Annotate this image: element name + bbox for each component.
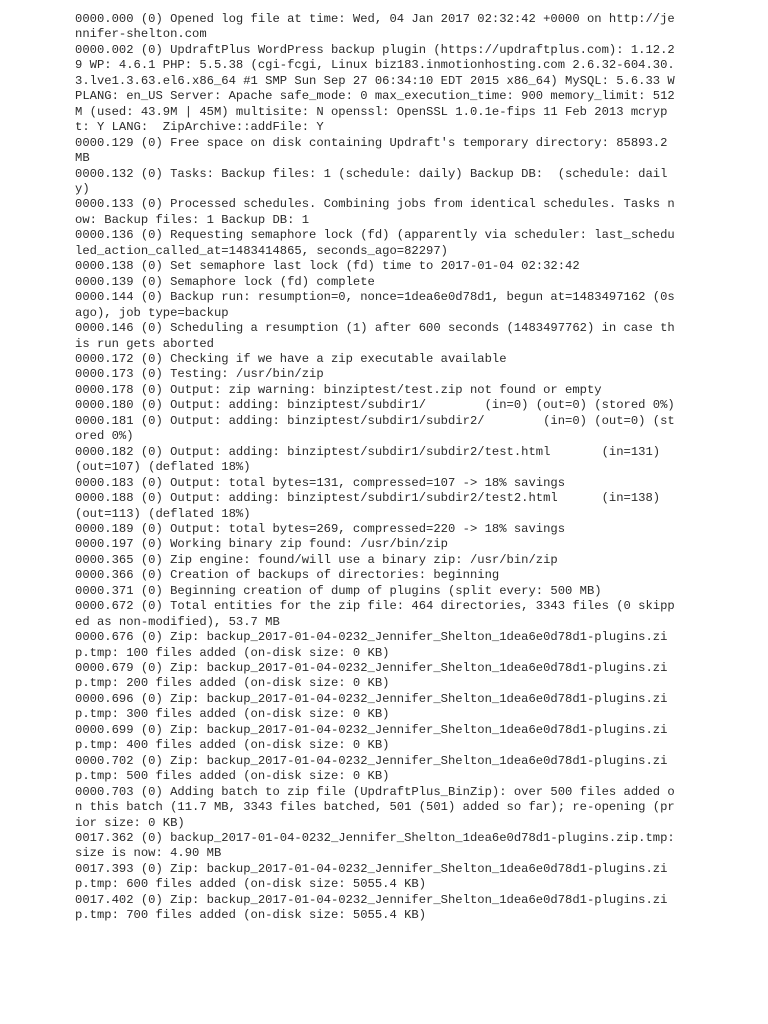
log-line: 0000.365 (0) Zip engine: found/will use a binary zip: /usr/bin/zip [75, 552, 558, 567]
log-line: 0000.188 (0) Output: adding: binziptest/subdir1/subdir2/test2.html (in=138) (out=113) (deflated 18%) [75, 491, 668, 521]
backup-log [75, 12, 683, 924]
log-line: 0000.139 (0) Semaphore lock (fd) complete [75, 274, 375, 289]
log-line: 0000.676 (0) Zip: backup_2017-01-04-0232_Jennifer_Shelton_1dea6e0d78d1-plugins.zip.tmp: 100 files added (on-disk size: 0 KB) [75, 630, 668, 660]
log-line: 0000.136 (0) Requesting semaphore lock (fd) (apparently via scheduler: last_scheduled_action_called_at=1483414865, seconds_ago=82297) [75, 228, 675, 258]
log-line: 0000.138 (0) Set semaphore last lock (fd) time to 2017-01-04 02:32:42 [75, 259, 580, 274]
log-line: 0017.362 (0) backup_2017-01-04-0232_Jennifer_Shelton_1dea6e0d78d1-plugins.zip.tmp: size is now: 4.90 MB [75, 831, 683, 861]
log-line: 0000.189 (0) Output: total bytes=269, compressed=220 -> 18% savings [75, 521, 566, 536]
log-line: 0000.173 (0) Testing: /usr/bin/zip [75, 367, 324, 382]
log-line: 0000.133 (0) Processed schedules. Combining jobs from identical schedules. Tasks now: Backup files: 1 Backup DB: 1 [75, 197, 675, 227]
log-line: 0000.172 (0) Checking if we have a zip executable available [75, 351, 507, 366]
log-line: 0000.180 (0) Output: adding: binziptest/subdir1/ (in=0) (out=0) (stored 0%) [75, 398, 675, 413]
log-line: 0000.146 (0) Scheduling a resumption (1) after 600 seconds (1483497762) in case this run gets aborted [75, 321, 675, 351]
log-line: 0000.002 (0) UpdraftPlus WordPress backup plugin (https://updraftplus.com): 1.12.29 WP: 4.6.1 PHP: 5.5.38 (cgi-fcgi, Linux biz183.inmotionhosting.com 2.6.32-604.30.3.lve1.3.63.el6.x86_64 #1 SMP Sun Sep 27 06:34:10 EDT 2015 x86_64) MySQL: 5.6.33 WPLANG: en_US Server: Apache safe_mode: 0 max_execution_time: 900 memory_limit: 512M (used: 43.9M | 45M) multisite: N openssl: OpenSSL 1.0.1e-fips 11 Feb 2013 mcrypt: Y LANG: ZipArchive::addFile: Y [75, 42, 675, 135]
log-line: 0000.672 (0) Total entities for the zip file: 464 directories, 3343 files (0 skipped as non-modified), 53.7 MB [75, 599, 675, 629]
log-line: 0000.197 (0) Working binary zip found: /usr/bin/zip [75, 537, 448, 552]
log-line: 0000.366 (0) Creation of backups of directories: beginning [75, 568, 500, 583]
log-line: 0000.132 (0) Tasks: Backup files: 1 (schedule: daily) Backup DB: (schedule: daily) [75, 166, 668, 196]
log-line: 0000.181 (0) Output: adding: binziptest/subdir1/subdir2/ (in=0) (out=0) (stored 0%) [75, 413, 675, 444]
log-line: 0000.702 (0) Zip: backup_2017-01-04-0232_Jennifer_Shelton_1dea6e0d78d1-plugins.zip.tmp: 500 files added (on-disk size: 0 KB) [75, 753, 668, 784]
log-line: 0000.696 (0) Zip: backup_2017-01-04-0232_Jennifer_Shelton_1dea6e0d78d1-plugins.zip.tmp: 300 files added (on-disk size: 0 KB) [75, 691, 668, 722]
log-line: 0000.679 (0) Zip: backup_2017-01-04-0232_Jennifer_Shelton_1dea6e0d78d1-plugins.zip.tmp: 200 files added (on-disk size: 0 KB) [75, 661, 668, 691]
log-line: 0017.402 (0) Zip: backup_2017-01-04-0232_Jennifer_Shelton_1dea6e0d78d1-plugins.zip.tmp: 700 files added (on-disk size: 5055.4 KB) [75, 892, 668, 923]
log-line: 0000.000 (0) Opened log file at time: Wed, 04 Jan 2017 02:32:42 +0000 on http://jennifer-shelton.com [75, 12, 675, 42]
log-line: 0000.371 (0) Beginning creation of dump of plugins (split every: 500 MB) [75, 583, 602, 598]
log-line: 0017.393 (0) Zip: backup_2017-01-04-0232_Jennifer_Shelton_1dea6e0d78d1-plugins.zip.tmp: 600 files added (on-disk size: 5055.4 KB) [75, 861, 668, 892]
log-line: 0000.144 (0) Backup run: resumption=0, nonce=1dea6e0d78d1, begun at=1483497162 (0s ago), job type=backup [75, 290, 683, 320]
log-line: 0000.703 (0) Adding batch to zip file (UpdraftPlus_BinZip): over 500 files added on this batch (11.7 MB, 3343 files batched, 501 (501) added so far); re-opening (prior size: 0 KB) [75, 784, 675, 830]
log-line: 0000.129 (0) Free space on disk containing Updraft's temporary directory: 85893.2 MB [75, 135, 675, 166]
log-line: 0000.178 (0) Output: zip warning: binziptest/test.zip not found or empty [75, 382, 602, 397]
log-line: 0000.183 (0) Output: total bytes=131, compressed=107 -> 18% savings [75, 475, 566, 490]
log-line: 0000.182 (0) Output: adding: binziptest/subdir1/subdir2/test.html (in=131) (out=107) (deflated 18%) [75, 444, 668, 475]
log-line: 0000.699 (0) Zip: backup_2017-01-04-0232_Jennifer_Shelton_1dea6e0d78d1-plugins.zip.tmp: 400 files added (on-disk size: 0 KB) [75, 722, 668, 753]
